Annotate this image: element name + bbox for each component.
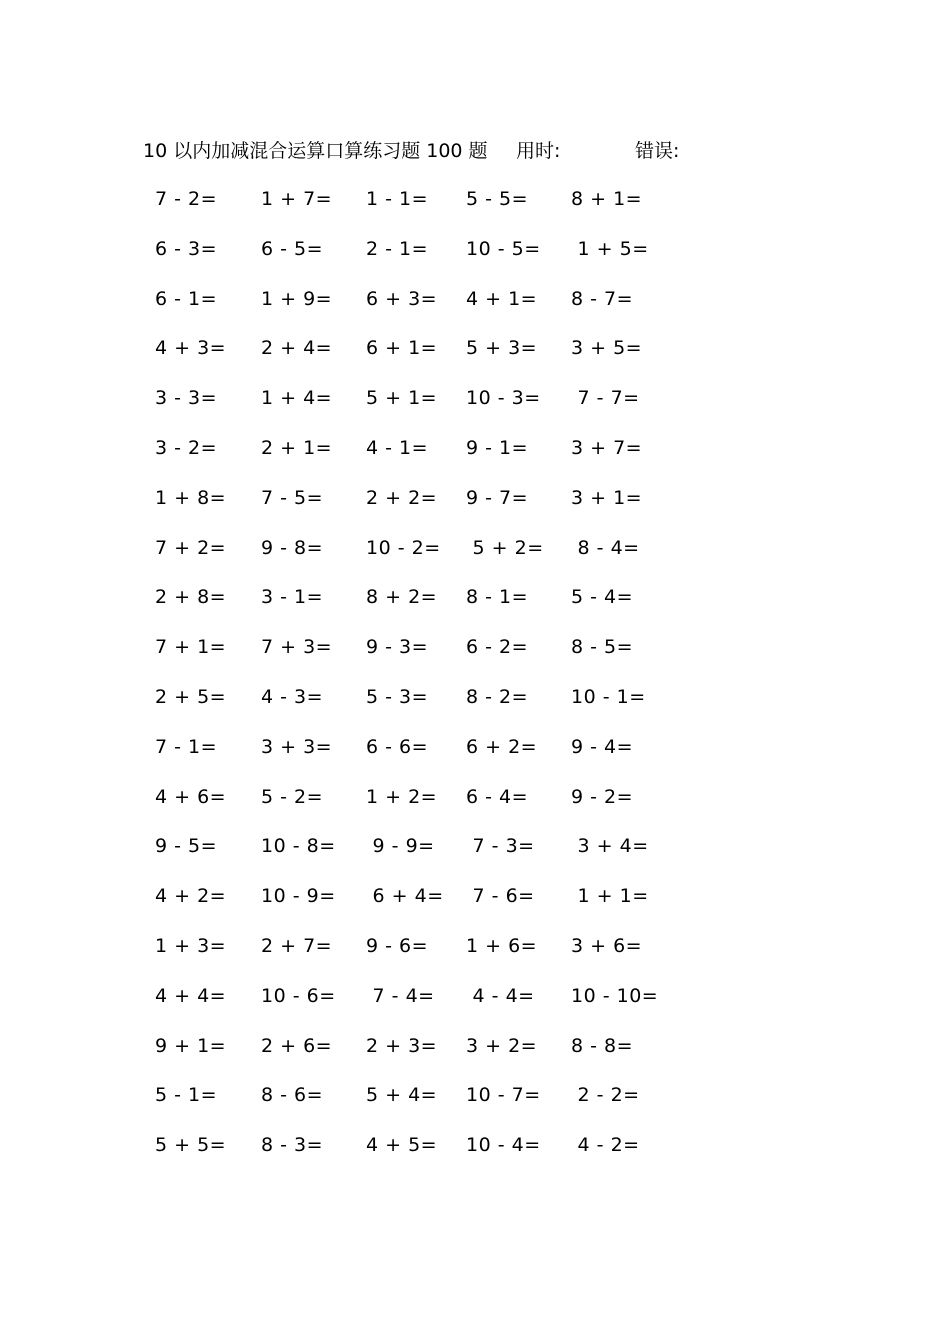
math-problem: 8 - 5=: [571, 636, 634, 659]
math-problem: 8 - 6=: [261, 1084, 324, 1107]
problem-row: [150, 1032, 690, 1082]
math-problem: 9 - 8=: [261, 536, 324, 559]
math-problem: 5 - 5=: [466, 188, 529, 210]
math-problem: 3 - 1=: [261, 586, 324, 609]
math-problem: 8 - 7=: [571, 287, 634, 310]
math-problem: 1 + 6=: [466, 934, 538, 957]
problem-row: [150, 1131, 690, 1181]
math-problem: 7 - 3=: [466, 835, 535, 858]
math-problem: 3 + 1=: [571, 486, 643, 509]
problem-row: [150, 1081, 690, 1131]
problem-row: [150, 932, 690, 982]
math-problem: 9 - 6=: [366, 934, 429, 957]
math-problem: 4 + 3=: [155, 337, 227, 360]
problem-row: [150, 832, 690, 882]
math-problem: 1 + 1=: [571, 885, 649, 908]
math-problem: 7 - 7=: [571, 387, 640, 410]
math-problem: 5 + 2=: [466, 536, 544, 559]
math-problem: 1 - 1=: [366, 188, 429, 210]
time-used-label: 用时:: [516, 140, 561, 162]
math-problem: 10 - 1=: [571, 685, 646, 708]
math-problem: 7 - 5=: [261, 486, 324, 509]
math-problem: 2 + 7=: [261, 934, 333, 957]
problem-row: [150, 185, 690, 235]
math-problem: 6 - 6=: [366, 735, 429, 758]
math-problem: 1 + 3=: [155, 934, 227, 957]
math-problem: 4 - 3=: [261, 685, 324, 708]
problem-grid: [150, 185, 690, 1181]
math-problem: 2 + 2=: [366, 486, 438, 509]
problem-row: [150, 285, 690, 335]
math-problem: 1 + 9=: [261, 287, 333, 310]
math-problem: 9 + 1=: [155, 1034, 227, 1057]
math-problem: 6 - 5=: [261, 237, 324, 260]
math-problem: 1 + 2=: [366, 785, 438, 808]
math-problem: 5 - 3=: [366, 685, 429, 708]
problem-row: [150, 982, 690, 1032]
math-problem: 10 - 10=: [571, 984, 659, 1007]
math-problem: 6 - 4=: [466, 785, 529, 808]
problem-row: [150, 733, 690, 783]
math-problem: 6 + 3=: [366, 287, 438, 310]
math-problem: 10 - 3=: [466, 387, 541, 410]
problem-row: [150, 384, 690, 434]
math-problem: 4 - 2=: [571, 1134, 640, 1157]
math-problem: 7 - 1=: [155, 735, 218, 758]
math-problem: 7 - 4=: [366, 984, 435, 1007]
math-problem: 6 - 1=: [155, 287, 218, 310]
math-problem: 3 + 7=: [571, 436, 643, 459]
problem-row: [150, 434, 690, 484]
math-problem: 4 + 5=: [366, 1134, 438, 1157]
math-problem: 8 - 8=: [571, 1034, 634, 1057]
math-problem: 10 - 7=: [466, 1084, 541, 1107]
math-problem: 10 - 6=: [261, 984, 336, 1007]
problem-row: [150, 534, 690, 584]
math-problem: 2 - 2=: [571, 1084, 640, 1107]
problem-row: [150, 683, 690, 733]
math-problem: 7 - 6=: [466, 885, 535, 908]
math-problem: 3 + 2=: [466, 1034, 538, 1057]
math-problem: 6 + 4=: [366, 885, 444, 908]
math-problem: 8 - 2=: [466, 685, 529, 708]
math-problem: 6 + 1=: [366, 337, 438, 360]
math-problem: 2 + 5=: [155, 685, 227, 708]
math-problem: 5 - 2=: [261, 785, 324, 808]
math-problem: 8 - 4=: [571, 536, 640, 559]
math-problem: 5 + 1=: [366, 387, 438, 410]
math-problem: 10 - 9=: [261, 885, 336, 908]
math-problem: 4 + 6=: [155, 785, 227, 808]
math-problem: 4 + 1=: [466, 287, 538, 310]
math-problem: 3 - 3=: [155, 387, 218, 410]
math-problem: 9 - 2=: [571, 785, 634, 808]
math-problem: 10 - 5=: [466, 237, 541, 260]
problem-row: [150, 633, 690, 683]
math-problem: 5 + 3=: [466, 337, 538, 360]
problem-row: [150, 882, 690, 932]
math-problem: 2 + 4=: [261, 337, 333, 360]
math-problem: 3 - 2=: [155, 436, 218, 459]
math-problem: 9 - 9=: [366, 835, 435, 858]
math-problem: 5 + 4=: [366, 1084, 438, 1107]
math-problem: 2 + 1=: [261, 436, 333, 459]
math-problem: 1 + 7=: [261, 188, 333, 210]
math-problem: 9 - 4=: [571, 735, 634, 758]
math-problem: 3 + 5=: [571, 337, 643, 360]
math-problem: 7 + 3=: [261, 636, 333, 659]
math-problem: 6 - 2=: [466, 636, 529, 659]
math-problem: 2 - 1=: [366, 237, 429, 260]
errors-label: 错误:: [635, 140, 680, 162]
math-problem: 8 + 2=: [366, 586, 438, 609]
math-problem: 5 + 5=: [155, 1134, 227, 1157]
math-problem: 4 - 1=: [366, 436, 429, 459]
math-problem: 9 - 1=: [466, 436, 529, 459]
problem-row: [150, 583, 690, 633]
problem-row: [150, 334, 690, 384]
math-problem: 9 - 5=: [155, 835, 218, 858]
math-problem: 2 + 6=: [261, 1034, 333, 1057]
problem-row: [150, 235, 690, 285]
math-problem: 7 + 1=: [155, 636, 227, 659]
math-problem: 8 + 1=: [571, 188, 643, 210]
math-problem: 8 - 3=: [261, 1134, 324, 1157]
problem-row: [150, 484, 690, 534]
math-problem: 3 + 6=: [571, 934, 643, 957]
math-problem: 10 - 8=: [261, 835, 336, 858]
math-problem: 10 - 4=: [466, 1134, 541, 1157]
math-problem: 4 + 4=: [155, 984, 227, 1007]
math-problem: 2 + 8=: [155, 586, 227, 609]
math-problem: 6 - 3=: [155, 237, 218, 260]
math-problem: 9 - 3=: [366, 636, 429, 659]
math-problem: 6 + 2=: [466, 735, 538, 758]
math-problem: 9 - 7=: [466, 486, 529, 509]
math-problem: 5 - 1=: [155, 1084, 218, 1107]
math-problem: 1 + 5=: [571, 237, 649, 260]
math-problem: 1 + 4=: [261, 387, 333, 410]
math-problem: 4 + 2=: [155, 885, 227, 908]
math-problem: 7 + 2=: [155, 536, 227, 559]
math-problem: 3 + 4=: [571, 835, 649, 858]
math-problem: 10 - 2=: [366, 536, 441, 559]
worksheet-title: 10 以内加减混合运算口算练习题 100 题: [143, 140, 488, 162]
math-problem: 1 + 8=: [155, 486, 227, 509]
math-problem: 7 - 2=: [155, 188, 218, 210]
math-problem: 4 - 4=: [466, 984, 535, 1007]
math-problem: 3 + 3=: [261, 735, 333, 758]
problem-row: [150, 783, 690, 833]
math-problem: 2 + 3=: [366, 1034, 438, 1057]
math-problem: 5 - 4=: [571, 586, 634, 609]
math-problem: 8 - 1=: [466, 586, 529, 609]
